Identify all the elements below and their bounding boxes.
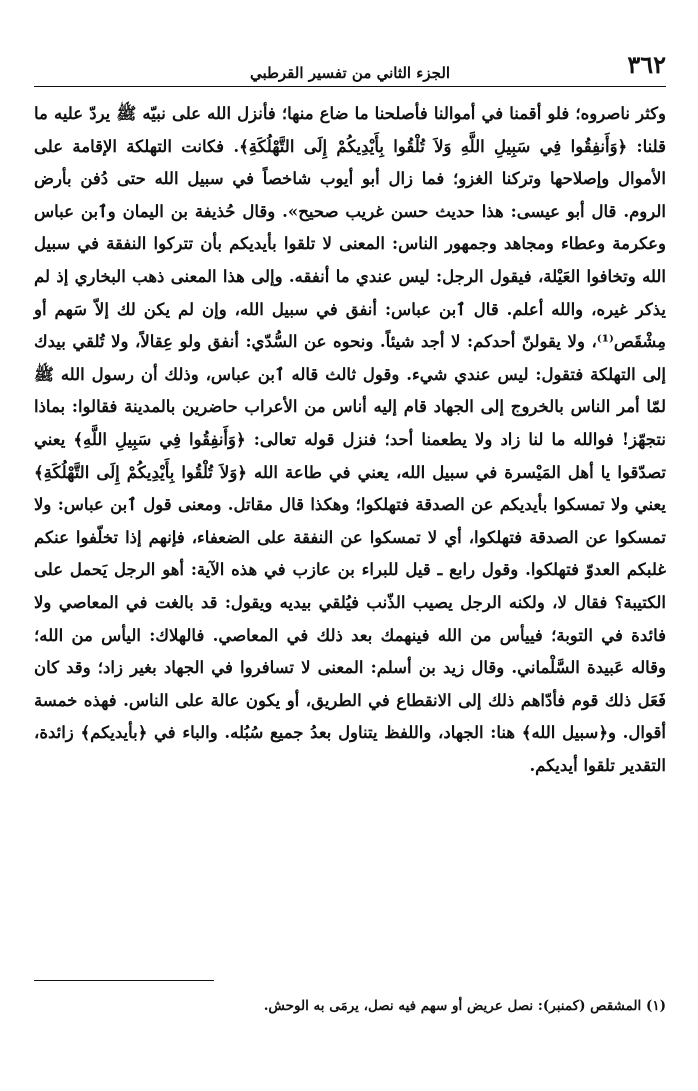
- body-text: [34, 98, 666, 782]
- page-header: [34, 50, 666, 86]
- book-page: [34, 50, 666, 1060]
- header-rule: [34, 86, 666, 87]
- footnote-rule: [34, 980, 214, 981]
- running-title: الجزء الثاني من تفسير القرطبي: [249, 64, 451, 82]
- footnote: (١) المشقص (كمنبر): نصل عريض أو سهم فيه نصل، يرمَى به الوحش.: [263, 998, 666, 1014]
- page-number: ٣٦٢: [627, 50, 666, 79]
- body-paragraph: وكثر ناصروه؛ فلو أقمنا في أموالنا فأصلحنا ما ضاع منها؛ فأنزل الله على نبيّه ﷺ يردّ عليه ما قلنا: ﴿وَأَنفِقُوا فِي سَبِيلِ اللَّهِ وَلاَ تُلْقُوا بِأَيْدِيكُمْ إِلَى التَّهْلُكَةِ﴾. فكانت التهلكة الإقامة على الأموال وإصلاحها وتركنا الغزو؛ فما زال أبو أيوب شاخصاً في سبيل الله حتى دُفن بأرض الروم. قال أبو عيسى: هذا حديث حسن غريب صحيح». وقال حُذيفة بن اليمان وٱبن عباس وعكرمة وعطاء ومجاهد وجمهور الناس: المعنى لا تلقوا بأيديكم بأن تتركوا النفقة في سبيل الله وتخافوا العَيْلة، فيقول الرجل: ليس عندي ما أنفقه. وإلى هذا المعنى ذهب البخاري إذ لم يذكر غيره، والله أعلم. قال ٱبن عباس: أنفق في سبيل الله، وإن لم يكن لك إلاّ سَهم أو مِشْقَص⁽¹⁾، ولا يقولنّ أحدكم: لا أجد شيئاً. ونحوه عن السُّدّي: أنفق ولو عِقالاً، ولا تُلقي بيدك إلى التهلكة فتقول: ليس عندي شيء. وقول ثالث قاله ٱبن عباس، وذلك أن رسول الله ﷺ لمّا أمر الناس بالخروج إلى الجهاد قام إليه أناس من الأعراب حاضرين بالمدينة فقالوا: بماذا نتجهّز! فوالله ما لنا زاد ولا يطعمنا أحد؛ فنزل قوله تعالى: ﴿وَأَنفِقُوا فِي سَبِيلِ اللَّهِ﴾ يعني تصدّقوا يا أهل المَيْسرة في سبيل الله، يعني في طاعة الله ﴿وَلاَ تُلْقُوا بِأَيْدِيكُمْ إِلَى التَّهْلُكَةِ﴾ يعني ولا تمسكوا بأيديكم عن الصدقة فتهلكوا؛ وهكذا قال مقاتل. ومعنى قول ٱبن عباس: ولا تمسكوا عن الصدقة فتهلكوا، أي لا تمسكوا عن النفقة على الضعفاء، فإنهم إذا تخلّفوا عنكم غلبكم العدوّ فتهلكوا. وقول رابع ـ قيل للبراء بن عازب في هذه الآية: أهو الرجل يَحمل على الكتيبة؟ فقال لا، ولكنه الرجل يصيب الذّنب فيُلقي بيديه ويقول: قد بالغت في المعاصي ولا فائدة في التوبة؛ فييأس من الله فينهمك بعد ذلك في المعاصي. فالهلاك: اليأس من الله؛ وقاله عَبيدة السَّلْماني. وقال زيد بن أسلم: المعنى لا تسافروا في الجهاد بغير زاد؛ وقد كان فَعَل ذلك قوم فأدّاهم ذلك إلى الانقطاع في الطريق، أو يكون عالة على الناس. فهذه خمسة أقوال. و﴿سبيل الله﴾ هنا: الجهاد، واللفظ يتناول بعدُ جميع سُبُله. والباء في ﴿بأيديكم﴾ زائدة، التقدير تلقوا أيديكم.: [34, 104, 667, 775]
